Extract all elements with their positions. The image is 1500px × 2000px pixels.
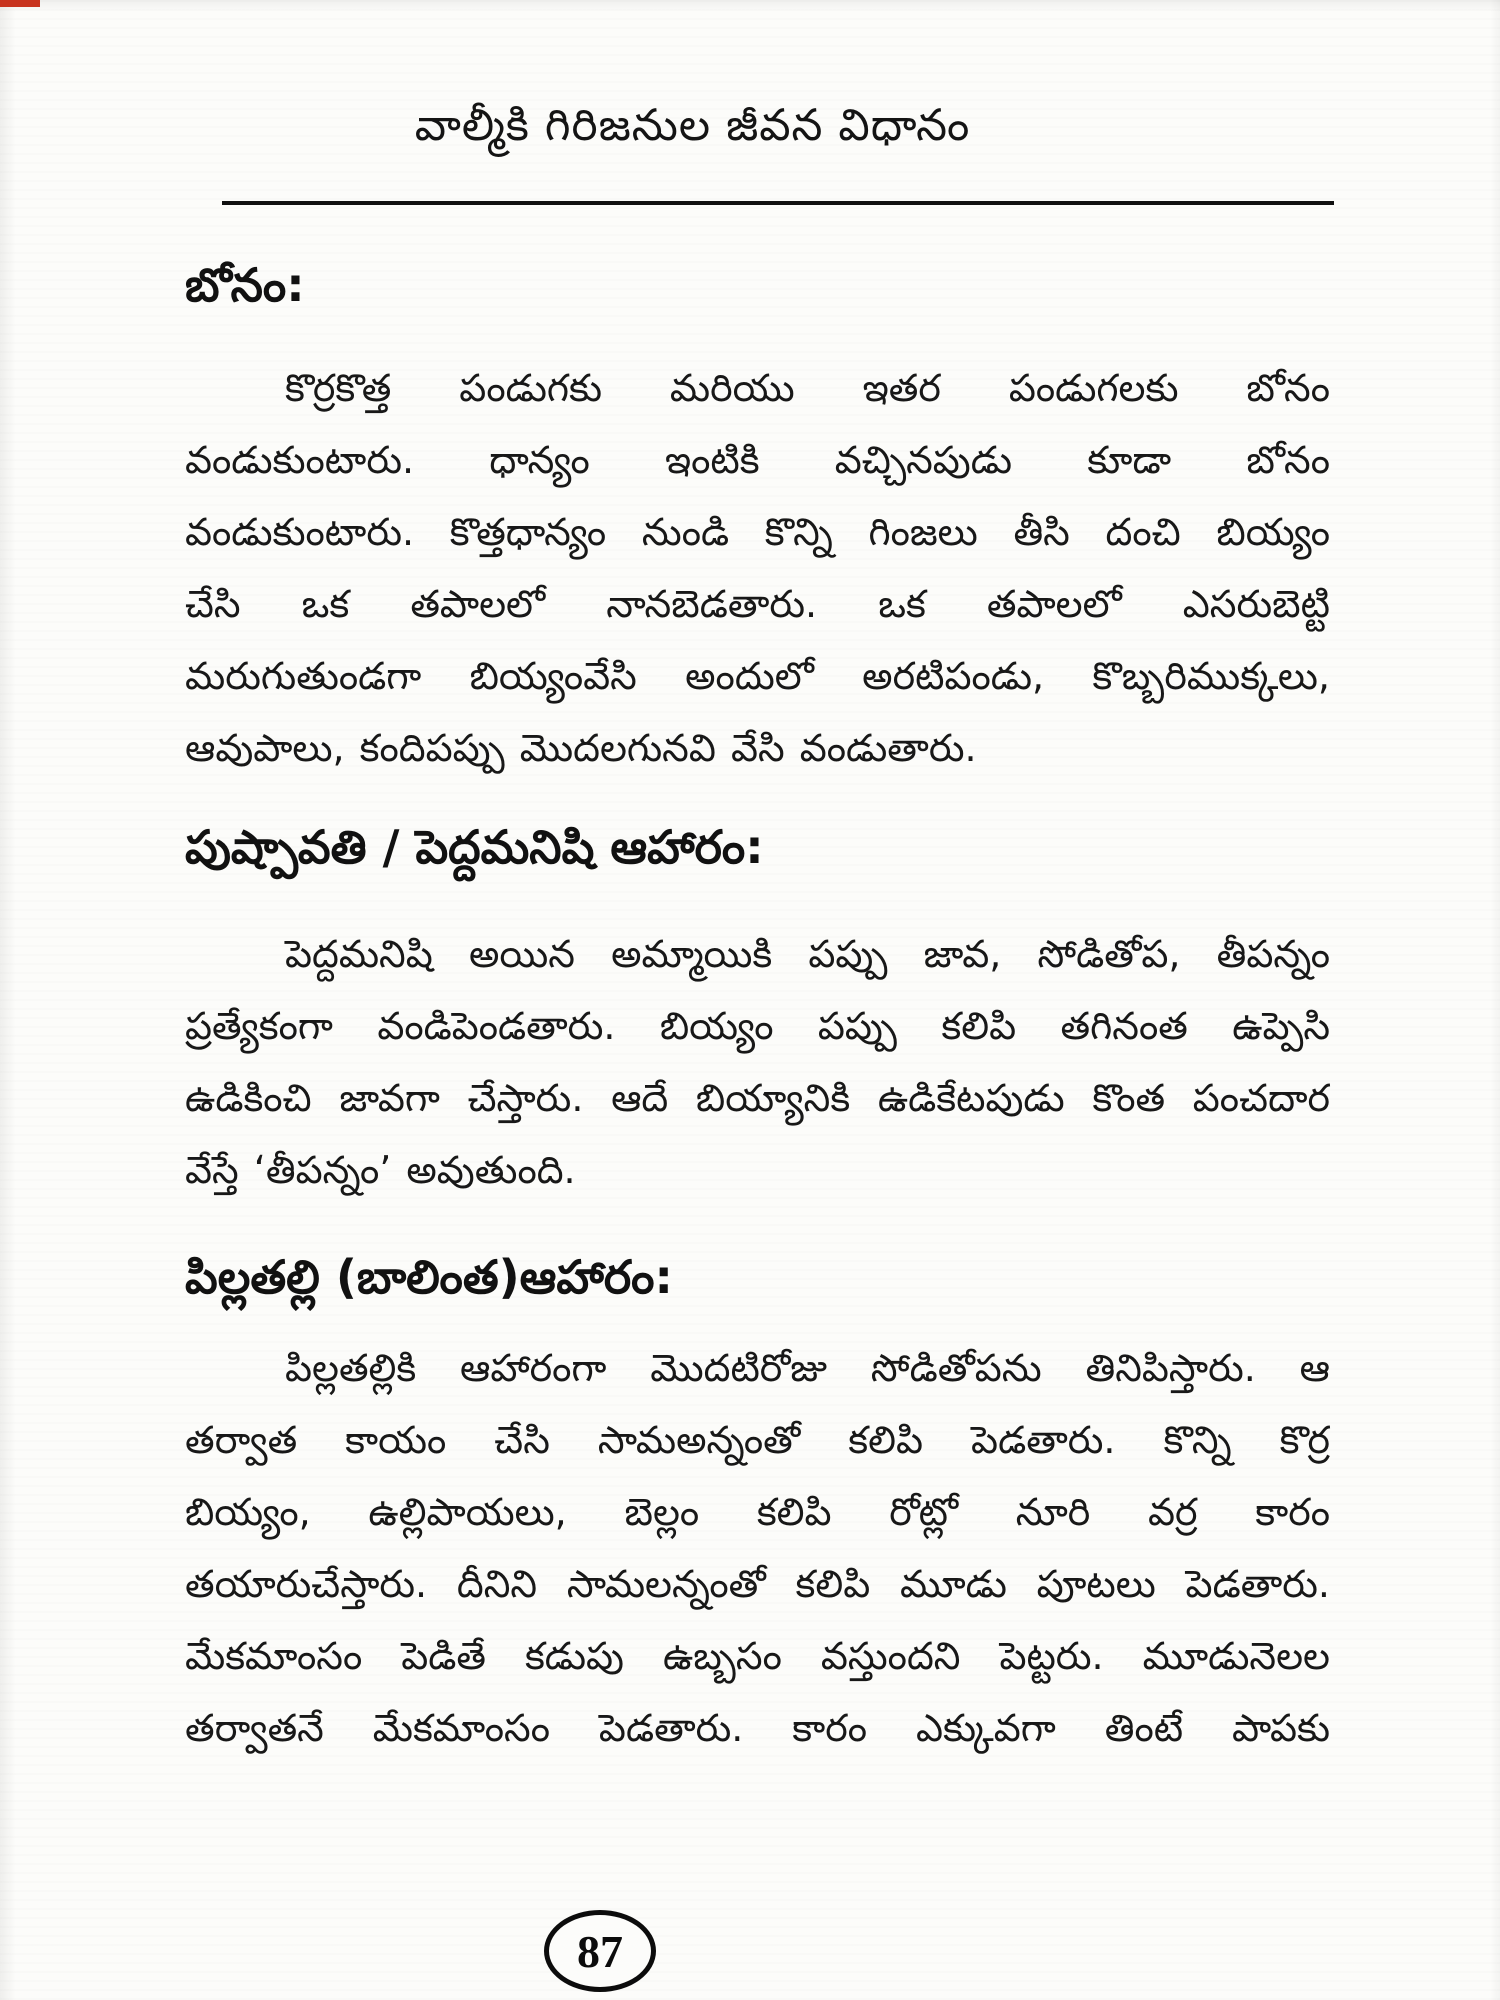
paragraph-line: తర్వాతనే మేకమాంసం పెడతారు. కారం ఎక్కువగా తింటే పాపకు <box>185 1706 1330 1750</box>
paragraph-line: మరుగుతుండగా బియ్యంవేసి అందులో అరటిపండు, కొబ్బరిముక్కలు, <box>185 654 1330 698</box>
paragraph-line: తర్వాత కాయం చేసి సామఅన్నంతో కలిపి పెడతారు. కొన్ని కొర్ర <box>185 1418 1330 1462</box>
paragraph-line: చేసి ఒక తపాలలో నానబెడతారు. ఒక తపాలలో ఎసరుబెట్టి <box>185 582 1330 626</box>
page-number-value: 87 <box>577 1925 623 1977</box>
paragraph-line: పెద్దమనిషి అయిన అమ్మాయికి పప్పు జావ, సోడితోప, తీపన్నం <box>285 932 1330 976</box>
paragraph-bonam <box>185 352 1330 784</box>
section-heading-pillatalli-aharam: పిల్లతల్లి (బాలింత)ఆహారం: <box>185 1250 673 1304</box>
paragraph-pushpavati-aharam <box>185 918 1330 1206</box>
paragraph-line: ఆవుపాలు, కందిపప్పు మొదలగునవి వేసి వండుతారు. <box>185 726 977 770</box>
scan-artifact-red-mark <box>0 0 40 7</box>
header-divider-rule <box>222 201 1334 205</box>
paragraph-line: మేకమాంసం పెడితే కడుపు ఉబ్బసం వస్తుందని పెట్టరు. మూడునెలల <box>185 1634 1330 1678</box>
paragraph-line: వేస్తే ‘తీపన్నం’ అవుతుంది. <box>185 1148 576 1192</box>
paragraph-line: వండుకుంటారు. ధాన్యం ఇంటికి వచ్చినపుడు కూడా బోనం <box>185 438 1330 482</box>
paragraph-line: బియ్యం, ఉల్లిపాయలు, బెల్లం కలిపి రోట్లో నూరి వర్ర కారం <box>185 1490 1330 1534</box>
section-heading-pushpavati-aharam: పుష్పావతి / పెద్దమనిషి ఆహారం: <box>185 820 764 874</box>
paragraph-line: వండుకుంటారు. కొత్తధాన్యం నుండి కొన్ని గింజలు తీసి దంచి బియ్యం <box>185 510 1330 554</box>
page-number-badge <box>544 1910 656 1992</box>
paragraph-line: తయారుచేస్తారు. దీనిని సామలన్నంతో కలిపి మూడు పూటలు పెడతారు. <box>185 1562 1330 1606</box>
paragraph-pillatalli-aharam <box>185 1332 1330 1764</box>
paragraph-line: కొర్రకొత్త పండుగకు మరియు ఇతర పండుగలకు బోనం <box>285 366 1330 410</box>
paragraph-line: ప్రత్యేకంగా వండిపెండతారు. బియ్యం పప్పు కలిపి తగినంత ఉప్పెసి <box>185 1004 1330 1048</box>
paragraph-line: ఉడికించి జావగా చేస్తారు. ఆదే బియ్యానికి ఉడికేటపుడు కొంత పంచదార <box>185 1076 1330 1120</box>
paragraph-line: పిల్లతల్లికి ఆహారంగా మొదటిరోజు సోడితోపను తినిపిస్తారు. ఆ <box>285 1346 1330 1390</box>
section-heading-bonam: బోనం: <box>185 258 305 312</box>
page-header-title: వాల్మీకి గిరిజనుల జీవన విధానం <box>414 100 971 151</box>
